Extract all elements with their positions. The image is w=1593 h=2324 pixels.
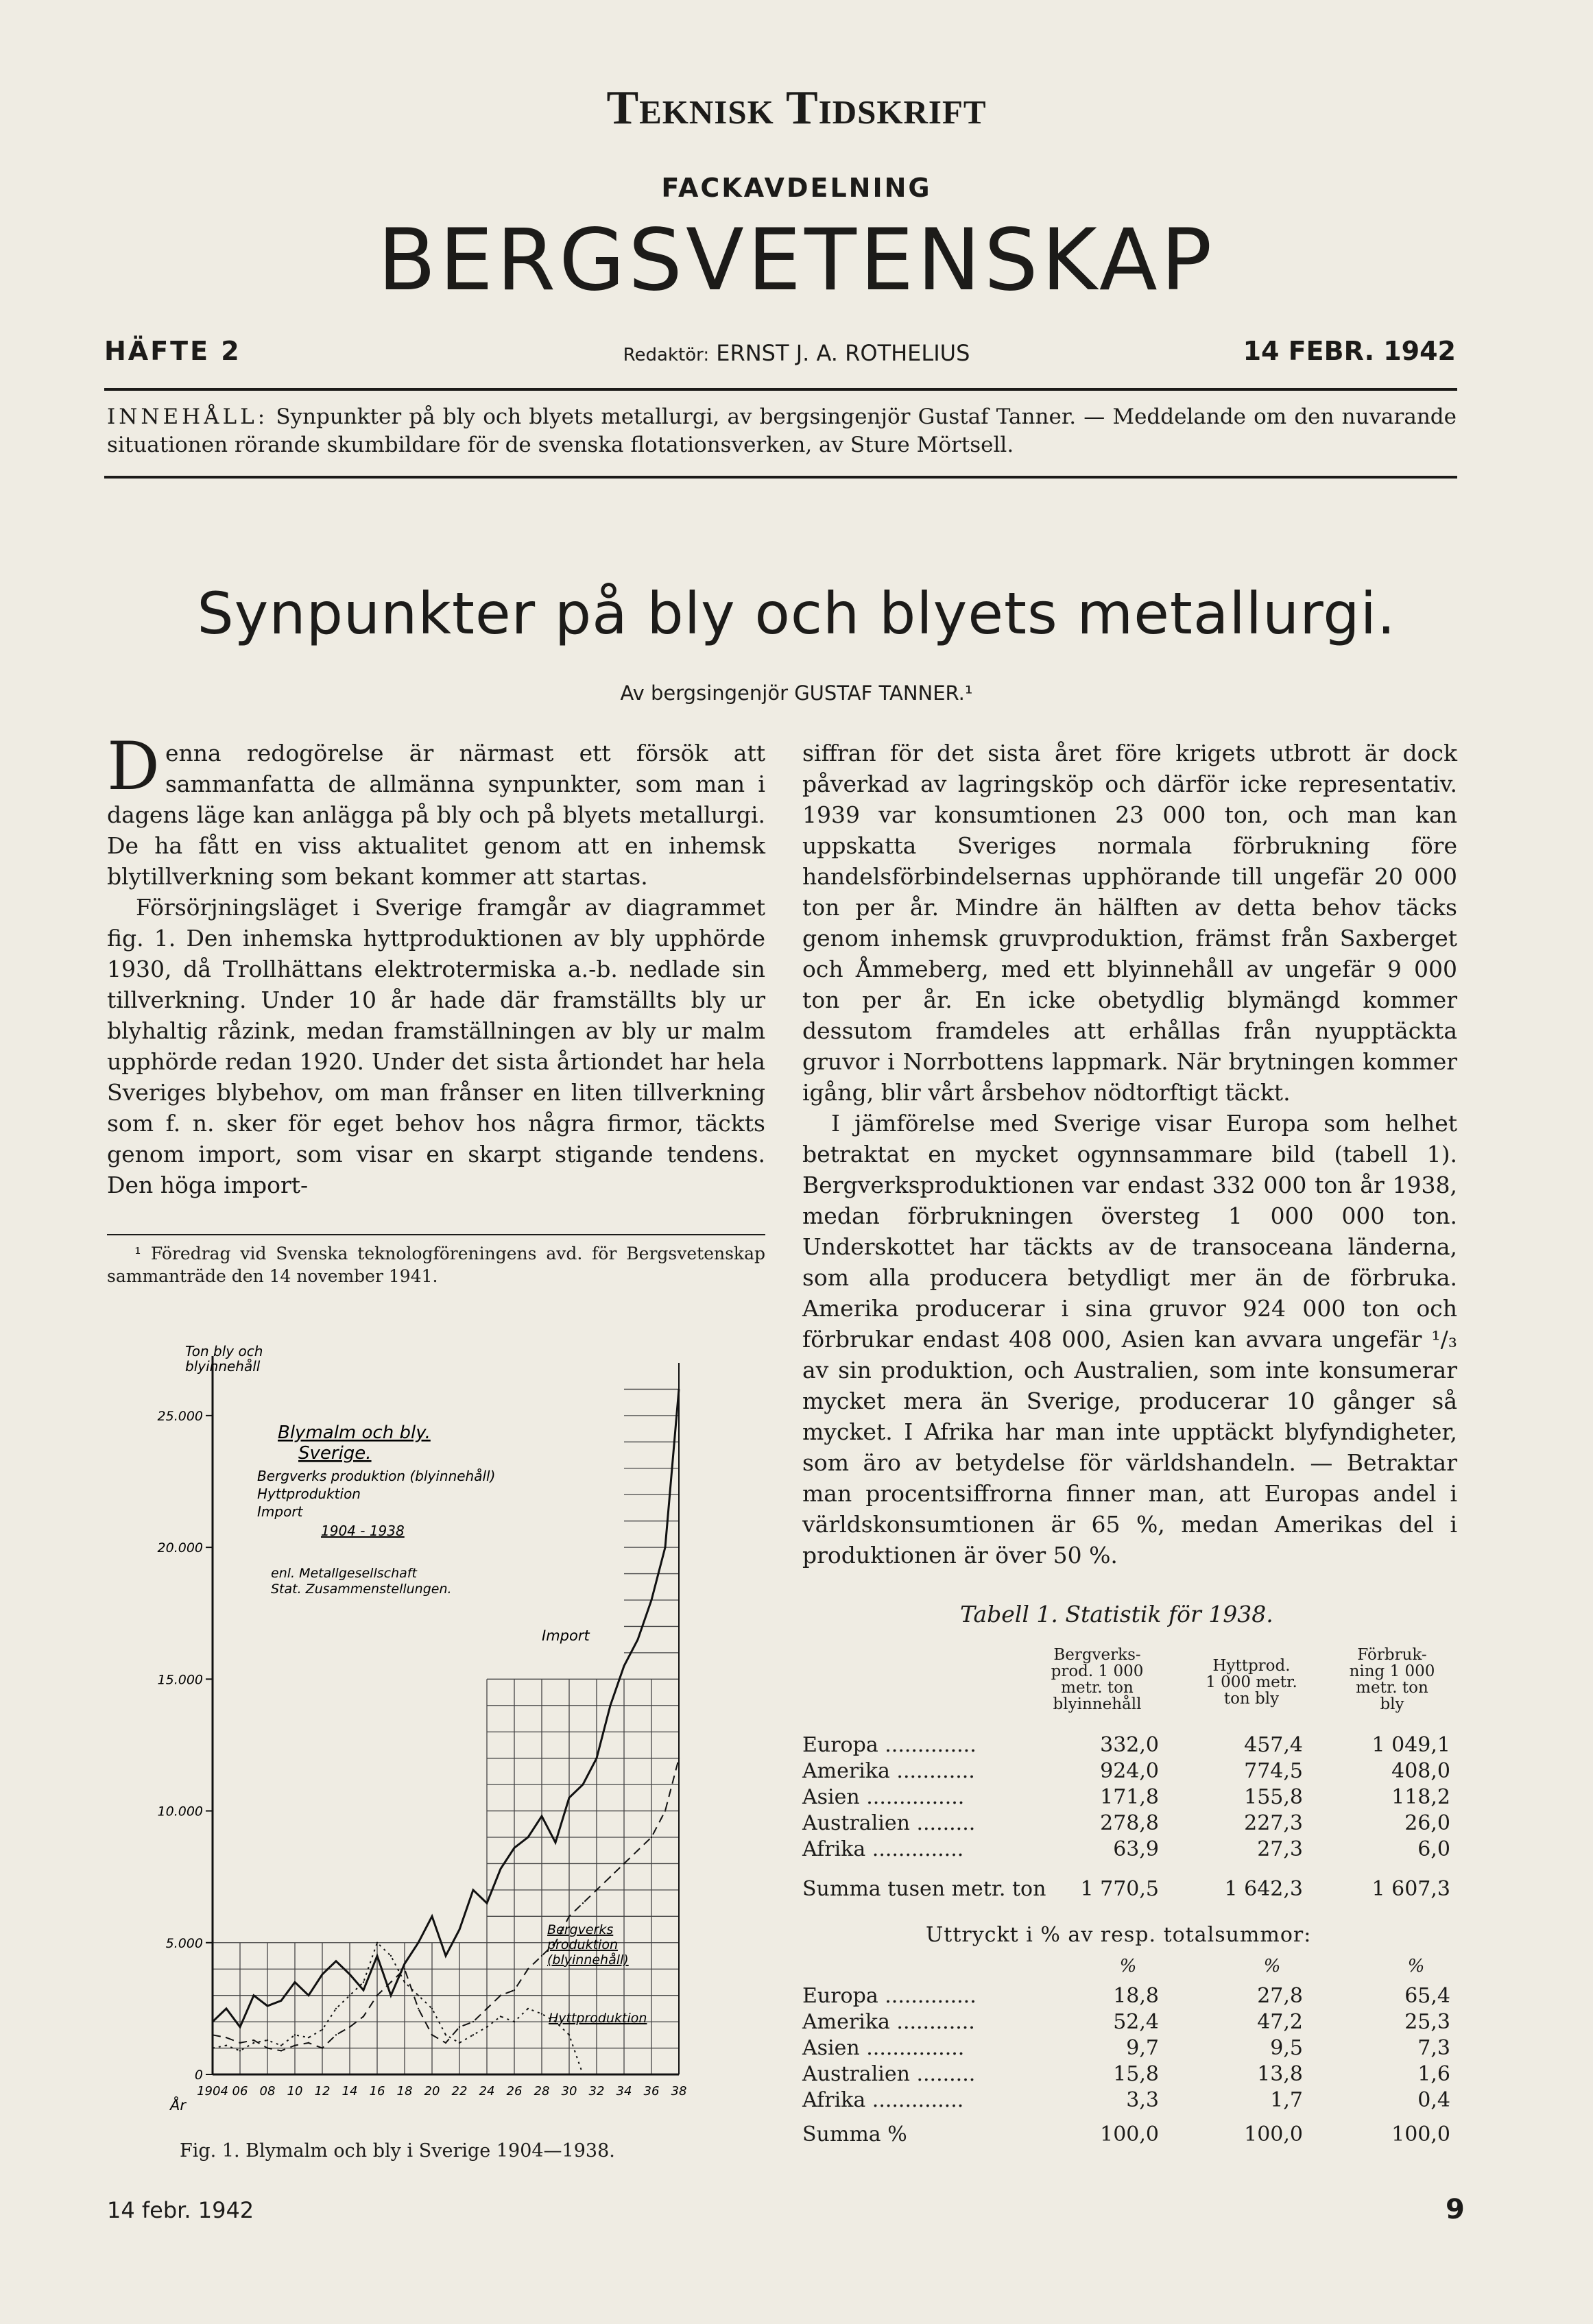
row-value: 1 049,1: [1372, 1733, 1450, 1757]
data-point: [226, 2045, 227, 2046]
legend-item: enl. Metallgesellschaft: [271, 1566, 417, 1581]
footer-date: 14 febr. 1942: [107, 2197, 254, 2223]
row-value: 26,0: [1404, 1811, 1450, 1835]
pct-row: [802, 2035, 1457, 2061]
data-point: [335, 1960, 337, 1961]
y-axis-label: blyinnehåll: [185, 1358, 261, 1375]
data-point: [280, 2000, 282, 2001]
x-tick-label: 12: [314, 2084, 331, 2098]
row-value: 408,0: [1391, 1759, 1450, 1783]
x-tick-label: 1904: [197, 2084, 228, 2098]
data-point: [472, 2021, 474, 2022]
data-point: [308, 2037, 309, 2038]
data-point: [610, 1705, 611, 1706]
row-value: 15,8: [1113, 2062, 1159, 2086]
figure-chart: [130, 1342, 747, 2138]
article-byline: Av bergsingenjör GUSTAF TANNER.¹: [620, 681, 973, 705]
data-point: [568, 1797, 570, 1798]
row-value: 1 642,3: [1224, 1877, 1303, 1901]
row-value: 63,9: [1113, 1837, 1159, 1861]
row-value: 332,0: [1100, 1733, 1159, 1757]
data-point: [514, 1989, 515, 1991]
row-value: 9,7: [1126, 2036, 1159, 2060]
row-value: 27,8: [1257, 1984, 1303, 2008]
row-value: 278,8: [1100, 1811, 1159, 1835]
series-line: [213, 1758, 679, 2051]
table-col-header: Bergverks- prod. 1 000 metr. ton blyinnehåll: [1051, 1646, 1144, 1713]
series-annotation: Hyttproduktion: [549, 2011, 647, 2026]
data-point: [390, 1994, 392, 1996]
right-column: [802, 738, 1457, 1571]
data-point: [349, 1974, 350, 1975]
row-value: 100,0: [1244, 2122, 1303, 2146]
row-value: 155,8: [1244, 1785, 1303, 1809]
x-tick-label: 08: [259, 2084, 276, 2098]
data-point: [267, 2005, 268, 2007]
x-tick-label: 32: [588, 2084, 605, 2098]
row-label: Europa ..............: [802, 1984, 977, 2008]
data-point: [418, 2008, 419, 2009]
section-title: BERGSVETENSKAP: [377, 211, 1216, 310]
row-value: 1 770,5: [1080, 1877, 1159, 1901]
row-label: Asien ...............: [802, 2036, 965, 2060]
data-point: [555, 1841, 556, 1843]
series-1: [212, 1757, 680, 2051]
data-point: [500, 1868, 501, 1869]
series-annotation: (blyinnehåll): [547, 1952, 629, 1968]
x-tick-label: 36: [643, 2084, 660, 2098]
row-value: 65,4: [1404, 1984, 1450, 2008]
data-point: [418, 1942, 419, 1944]
data-point: [445, 2034, 446, 2035]
editor-name: ERNST J. A. ROTHELIUS: [716, 340, 970, 366]
pct-row: [802, 1983, 1457, 2009]
row-label: Europa ..............: [802, 1733, 977, 1757]
row-value: 227,3: [1244, 1811, 1303, 1835]
row-value: 118,2: [1391, 1785, 1450, 1809]
chart-title: Blymalm och bly.: [278, 1423, 431, 1443]
data-point: [239, 2050, 241, 2051]
data-point: [637, 1850, 638, 1851]
data-point: [651, 1837, 652, 1838]
legend-item: Stat. Zusammenstellungen.: [271, 1582, 452, 1597]
x-tick-label: 20: [424, 2084, 440, 2098]
data-point: [253, 2042, 254, 2044]
data-point: [376, 1955, 378, 1957]
data-point: [623, 1863, 625, 1864]
y-axis-label: Ton bly och: [185, 1343, 263, 1359]
data-point: [390, 1955, 392, 1957]
table-sum-row: [802, 1876, 1457, 1902]
row-label: Summa %: [802, 2122, 907, 2146]
table-row: [802, 1784, 1457, 1811]
legend-item: Import: [257, 1503, 303, 1520]
left-column: [107, 728, 765, 1200]
data-point: [280, 2050, 282, 2051]
data-point: [322, 2029, 323, 2030]
data-point: [253, 1994, 254, 1996]
row-value: 13,8: [1257, 2062, 1303, 2086]
pct-unit: %: [1263, 1956, 1281, 1976]
figure-caption: Fig. 1. Blymalm och bly i Sverige 1904—1938.: [180, 2140, 615, 2162]
data-point: [472, 2034, 474, 2035]
data-point: [212, 2034, 213, 2035]
x-tick-label: 30: [561, 2084, 577, 2098]
row-value: 924,0: [1100, 1759, 1159, 1783]
journal-title: Teknisk Tidskrift: [606, 82, 987, 134]
contents-label: INNEHÅLL:: [107, 404, 269, 429]
table-col-header: Hyttprod. 1 000 metr. ton bly: [1206, 1657, 1297, 1708]
article-title: Synpunkter på bly och blyets metallurgi.: [197, 580, 1396, 647]
row-label: Amerika ............: [802, 2010, 975, 2034]
data-point: [390, 1981, 392, 1983]
data-point: [459, 1928, 460, 1930]
page-number: 9: [1446, 2194, 1465, 2225]
row-label: Amerika ............: [802, 1759, 975, 1783]
pct-row: [802, 2009, 1457, 2035]
footnote: ¹ Föredrag vid Svenska teknologföreningens avd. för Bergsvetenskap sammanträde den 14 november 1941.: [107, 1244, 765, 1286]
data-point: [541, 1955, 542, 1957]
row-value: 100,0: [1391, 2122, 1450, 2146]
x-tick-label: 38: [671, 2084, 687, 2098]
table-row: [802, 1837, 1457, 1863]
row-label: Australien .........: [802, 2062, 976, 2086]
data-point: [514, 2021, 515, 2022]
data-point: [431, 2034, 433, 2035]
data-point: [445, 2042, 446, 2044]
row-value: 0,4: [1417, 2088, 1450, 2112]
data-point: [418, 1994, 419, 1996]
row-value: 100,0: [1100, 2122, 1159, 2146]
data-point: [541, 1815, 542, 1817]
data-point: [349, 2026, 350, 2028]
table-title: Tabell 1. Statistik för 1938.: [960, 1601, 1273, 1627]
table-row: [802, 1732, 1457, 1758]
x-tick-label: 18: [396, 2084, 413, 2098]
data-point: [294, 2034, 296, 2035]
data-point: [651, 1599, 652, 1601]
pct-unit: %: [1119, 1956, 1137, 1976]
data-point: [322, 1974, 323, 1975]
data-point: [582, 1784, 584, 1785]
data-point: [527, 2008, 529, 2009]
row-value: 6,0: [1417, 1837, 1450, 1861]
data-point: [664, 1810, 666, 1811]
row-label: Afrika ..............: [802, 1837, 964, 1861]
data-point: [294, 1981, 296, 1983]
paragraph: Denna redogörelse är närmast ett försök att sammanfatta de allmänna synpunkter, som man i dagens läge kan anlägga på bly och på blyets metallurgi. De ha fått en viss aktualitet genom att en inhemsk blytillverkning som bekant kommer att startas.: [107, 728, 765, 890]
data-point: [582, 2074, 584, 2075]
footnote-rule: [107, 1234, 765, 1235]
table-col-header: Förbruk- ning 1 000 metr. ton bly: [1349, 1646, 1435, 1713]
x-axis-label: År: [170, 2097, 186, 2114]
chart-text: [185, 1343, 647, 2026]
y-tick-label: 15.000: [157, 1672, 203, 1688]
y-tick-label: 25.000: [157, 1408, 203, 1424]
data-point: [514, 1847, 515, 1848]
data-point: [431, 2008, 433, 2009]
row-value: 7,3: [1417, 2036, 1450, 2060]
legend-item: Bergverks produktion (blyinnehåll): [257, 1468, 496, 1484]
data-point: [280, 2045, 282, 2046]
row-value: 1 607,3: [1372, 1877, 1450, 1901]
chart-title: Sverige.: [298, 1443, 372, 1464]
x-tick-label: 26: [506, 2084, 523, 2098]
data-point: [239, 2042, 241, 2044]
series-annotation: Bergverks: [547, 1922, 614, 1937]
data-point: [596, 1757, 597, 1758]
data-point: [363, 1981, 364, 1983]
series-annotation: produktion: [547, 1937, 618, 1952]
row-value: 457,4: [1244, 1733, 1303, 1757]
pct-unit: %: [1407, 1956, 1425, 1976]
x-tick-label: 22: [451, 2084, 468, 2098]
data-point: [568, 1915, 570, 1917]
pct-row: [802, 2087, 1457, 2114]
paragraph: siffran för det sista året före krigets utbrott är dock påverkad av lagringsköp och därför icke representativ. 1939 var konsumtionen 23 000 ton, och man kan uppskatta Sveriges normala förbrukning före handelsförbindelsernas upphörande till ungefär 20 000 ton per år. Mindre än hälften av detta behov täcks genom inhemsk gruvproduktion, främst från Saxberget och Åmmeberg, med ett blyinnehåll av ungefär 9 000 ton per år. En icke obetydlig blymängd kommer dessutom framdeles att erhållas från nyupptäckta gruvor i Norrbottens lappmark. När brytningen kommer igång, blir vårt årsbehov nödtorftigt täckt.: [802, 740, 1457, 1106]
data-point: [335, 2034, 337, 2035]
section-label: FACKAVDELNING: [661, 173, 932, 203]
data-point: [253, 2039, 254, 2041]
data-point: [212, 2021, 213, 2022]
data-point: [472, 1889, 474, 1891]
table-row: [802, 1811, 1457, 1837]
data-point: [404, 1968, 405, 1970]
row-value: 171,8: [1100, 1785, 1159, 1809]
row-label: Summa tusen metr. ton: [802, 1877, 1046, 1901]
data-point: [376, 1942, 378, 1944]
data-point: [459, 2042, 460, 2044]
data-point: [568, 2034, 570, 2035]
row-value: 27,3: [1257, 1837, 1303, 1861]
y-tick-label: 0: [194, 2068, 203, 2083]
table-row: [802, 1758, 1457, 1784]
y-tick-labels: [158, 1409, 213, 2083]
x-tick-label: 28: [534, 2084, 550, 2098]
data-point: [500, 2016, 501, 2017]
data-point: [239, 2026, 241, 2028]
data-point: [610, 1876, 611, 1877]
row-value: 1,6: [1417, 2062, 1450, 2086]
data-point: [541, 2013, 542, 2014]
paragraph: I jämförelse med Sverige visar Europa som helhet betraktat en mycket ogynnsammare bild (tabell 1). Bergverksproduktionen var endast 332 000 ton år 1938, medan förbrukningen översteg 1 000 000 ton. Underskottet har täckts av de transoceana länderna, som alla producera betydligt mer än de förbruka. Amerika producerar i sina gruvor 924 000 ton och förbrukar endast 408 000, Asien kan avvara ungefär ¹/₃ av sin produktion, och Australien, som inte konsumerar mycket mera än Sverige, producerar 10 gånger så mycket. I Afrika har man inte upptäckt blyfyndigheter, som äro av betydelse för världshandeln. — Betraktar man procentsiffrorna finner man, att Europas andel i världskonsumtionen är 65 %, medan Amerikas del i produktionen är över 50 %.: [802, 1110, 1457, 1569]
contents-text: Synpunkter på bly och blyets metallurgi, av bergsingenjör Gustaf Tanner. — Meddelande om den nuvarande situationen rörande skumbildare för de svenska flotationsverken, av Sture Mörtsell.: [107, 404, 1457, 457]
data-point: [267, 2047, 268, 2048]
x-tick-label: 34: [616, 2084, 632, 2098]
data-point: [335, 2008, 337, 2009]
row-value: 18,8: [1113, 1984, 1159, 2008]
row-value: 52,4: [1113, 2010, 1159, 2034]
drop-cap: D: [107, 728, 160, 805]
pct-row: [802, 2061, 1457, 2087]
issue-date: 14 FEBR. 1942: [1243, 336, 1456, 366]
x-tick-label: 14: [342, 2084, 358, 2098]
data-point: [678, 1757, 680, 1758]
data-point: [486, 2026, 488, 2028]
y-tick-label: 10.000: [157, 1804, 203, 1819]
data-point: [664, 1547, 666, 1548]
data-point: [322, 2047, 323, 2048]
data-point: [582, 1902, 584, 1904]
row-value: 9,5: [1270, 2036, 1303, 2060]
x-tick-label: 06: [232, 2084, 248, 2098]
pct-heading: Uttryckt i % av resp. totalsummor:: [926, 1923, 1312, 1947]
pct-sum-row: [802, 2122, 1457, 2148]
data-point: [404, 1981, 405, 1983]
series-annotation: Import: [542, 1627, 590, 1644]
y-tick-label: 20.000: [157, 1540, 203, 1556]
legend-item: Hyttproduktion: [257, 1486, 361, 1502]
x-tick-labels: [169, 2084, 686, 2114]
row-label: Australien .........: [802, 1811, 976, 1835]
x-tick-label: 24: [479, 2084, 495, 2098]
data-point: [527, 1837, 529, 1838]
data-point: [486, 2008, 488, 2009]
data-point: [363, 2016, 364, 2017]
editor-label: Redaktör:: [623, 345, 710, 365]
top-rule: [104, 388, 1457, 391]
x-tick-label: 16: [369, 2084, 385, 2098]
data-point: [500, 1994, 501, 1996]
data-point: [308, 1994, 309, 1996]
data-point: [527, 1968, 529, 1970]
data-point: [226, 2037, 227, 2038]
data-point: [349, 1994, 350, 1996]
issue-number: HÄFTE 2: [104, 336, 241, 366]
data-point: [363, 1989, 364, 1991]
paragraph: Försörjningsläget i Sverige framgår av diagrammet fig. 1. Den inhemska hyttproduktionen av bly upphörde 1930, då Trollhättans elektrotermiska a.-b. nedlade sin tillverkning. Under 10 år hade där framställts bly ur blyhaltig råzink, medan framställningen av bly ur malm upphörde redan 1920. Under det sista årtiondet har hela Sveriges blybehov, om man frånser en liten tillverkning som f. n. sker för eget behov hos några firmor, täckts genom import, som visar en skarpt stigande tendens. Den höga import-: [107, 894, 765, 1198]
data-point: [637, 1638, 638, 1640]
row-value: 3,3: [1126, 2088, 1159, 2112]
row-value: 47,2: [1257, 2010, 1303, 2034]
data-point: [459, 2026, 460, 2028]
row-label: Afrika ..............: [802, 2088, 964, 2112]
data-point: [678, 1388, 680, 1390]
row-label: Asien ...............: [802, 1785, 965, 1809]
x-tick-label: 10: [287, 2084, 303, 2098]
data-point: [404, 1963, 405, 1964]
data-point: [267, 2039, 268, 2041]
data-point: [226, 2008, 227, 2009]
data-point: [445, 1955, 446, 1957]
data-point: [596, 1889, 597, 1891]
data-point: [486, 1902, 488, 1904]
row-value: 25,3: [1404, 2010, 1450, 2034]
contents-rule: [104, 476, 1457, 479]
data-point: [294, 2045, 296, 2046]
legend-item: 1904 - 1938: [321, 1523, 405, 1539]
contents-block: [107, 403, 1457, 459]
data-point: [623, 1665, 625, 1667]
data-point: [212, 2047, 213, 2048]
data-point: [308, 2042, 309, 2044]
data-point: [376, 1994, 378, 1996]
row-value: 1,7: [1270, 2088, 1303, 2112]
data-point: [431, 1915, 433, 1917]
y-tick-label: 5.000: [165, 1935, 203, 1951]
statistics-table: [802, 1601, 1457, 2149]
row-value: 774,5: [1244, 1759, 1303, 1783]
